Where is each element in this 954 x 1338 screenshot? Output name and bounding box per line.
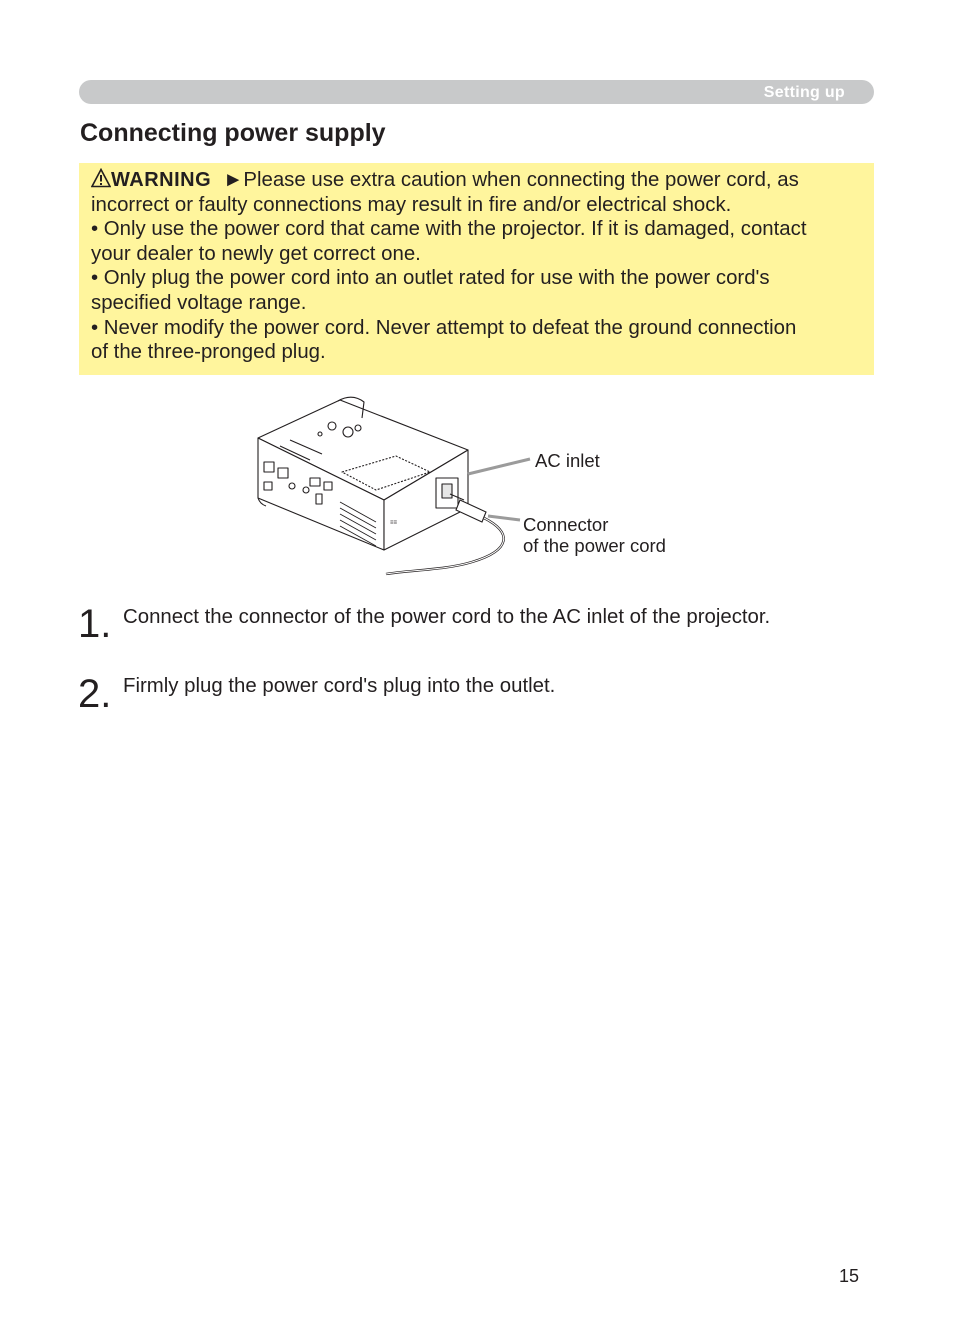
warning-line-7: • Never modify the power cord. Never attempt to defeat the ground connection	[91, 316, 797, 339]
warning-text: Please use extra caution when connecting the power cord, as	[243, 169, 799, 191]
warning-line-3: • Only use the power cord that came with the projector. If it is damaged, contact	[91, 218, 807, 241]
warning-line-8: of the three-pronged plug.	[91, 341, 326, 364]
warning-triangle-icon	[91, 168, 111, 188]
pointer-icon: ►	[223, 169, 244, 191]
warning-line-6: specified voltage range.	[91, 291, 307, 314]
section-header-bar	[79, 80, 874, 104]
warning-line-2: incorrect or faulty connections may result in fire and/or electrical shock.	[91, 193, 732, 216]
page-title: Connecting power supply	[80, 119, 386, 147]
warning-box	[79, 163, 874, 375]
warning-label: WARNING	[111, 169, 212, 191]
callout-ac-inlet: AC inlet	[535, 450, 600, 471]
warning-line-1	[91, 168, 862, 193]
step-1-number: 1.	[78, 602, 112, 646]
step-2-number: 2.	[78, 672, 112, 716]
step-1-text: Connect the connector of the power cord to the AC inlet of the projector.	[123, 606, 771, 628]
step-2-text: Firmly plug the power cord's plug into the outlet.	[123, 675, 556, 697]
svg-text:≡≡: ≡≡	[390, 520, 398, 526]
section-label: Setting up	[763, 84, 845, 101]
warning-line-4: your dealer to newly get correct one.	[91, 242, 421, 265]
callout-connector	[523, 514, 666, 556]
callout-connector-line-1: Connector	[523, 514, 609, 535]
projector-illustration	[250, 390, 690, 590]
warning-line-5: • Only plug the power cord into an outlet rated for use with the power cord's	[91, 267, 770, 290]
callout-connector-line-2: of the power cord	[523, 535, 666, 556]
page-number: 15	[839, 1266, 860, 1286]
